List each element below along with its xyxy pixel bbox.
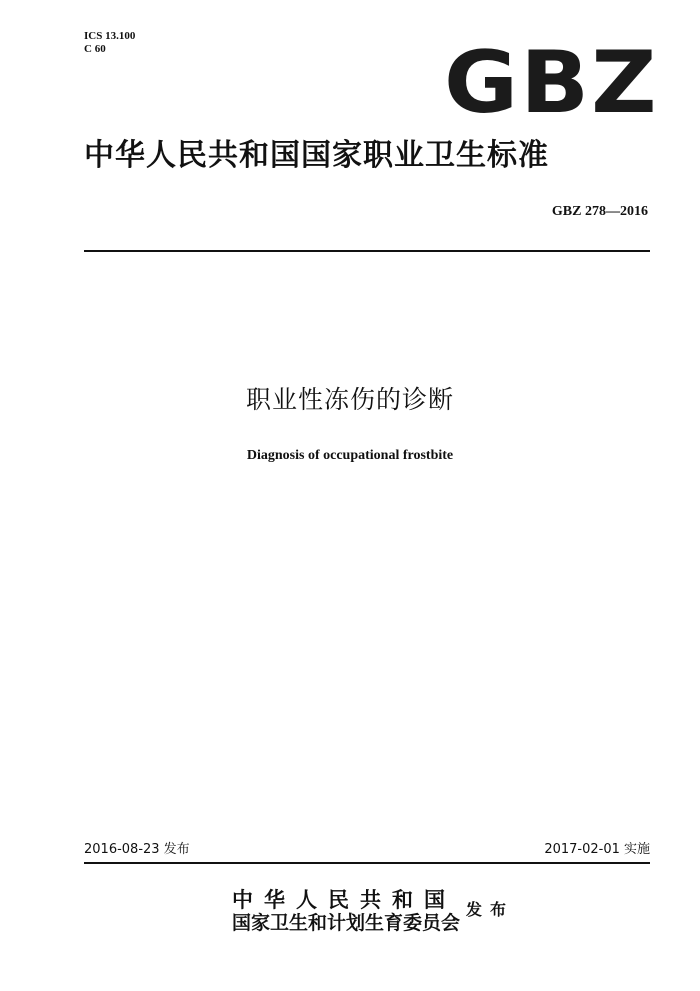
issue-date: 2016-08-23 发布 (84, 842, 190, 857)
standard-number: GBZ 278—2016 (551, 204, 648, 219)
document-title-chinese: 职业性冻伤的诊断 (245, 385, 454, 414)
bottom-divider (84, 862, 650, 864)
ccs-code: C 60 (84, 43, 106, 55)
top-divider (84, 250, 650, 252)
implementation-date: 2017-02-01 实施 (544, 842, 650, 857)
publish-label: 发布 (466, 900, 515, 919)
standard-type-title: 中华人民共和国国家职业卫生标准 (84, 138, 549, 173)
classification-codes (84, 30, 135, 56)
ics-code: ICS 13.100 (84, 30, 136, 42)
issuer-commission: 国家卫生和计划生育委员会 (232, 912, 461, 934)
document-title-english: Diagnosis of occupational frostbite (246, 448, 454, 463)
issuer-country: 中华人民共和国 (232, 887, 456, 912)
gbz-logo: GBZ (444, 33, 659, 133)
